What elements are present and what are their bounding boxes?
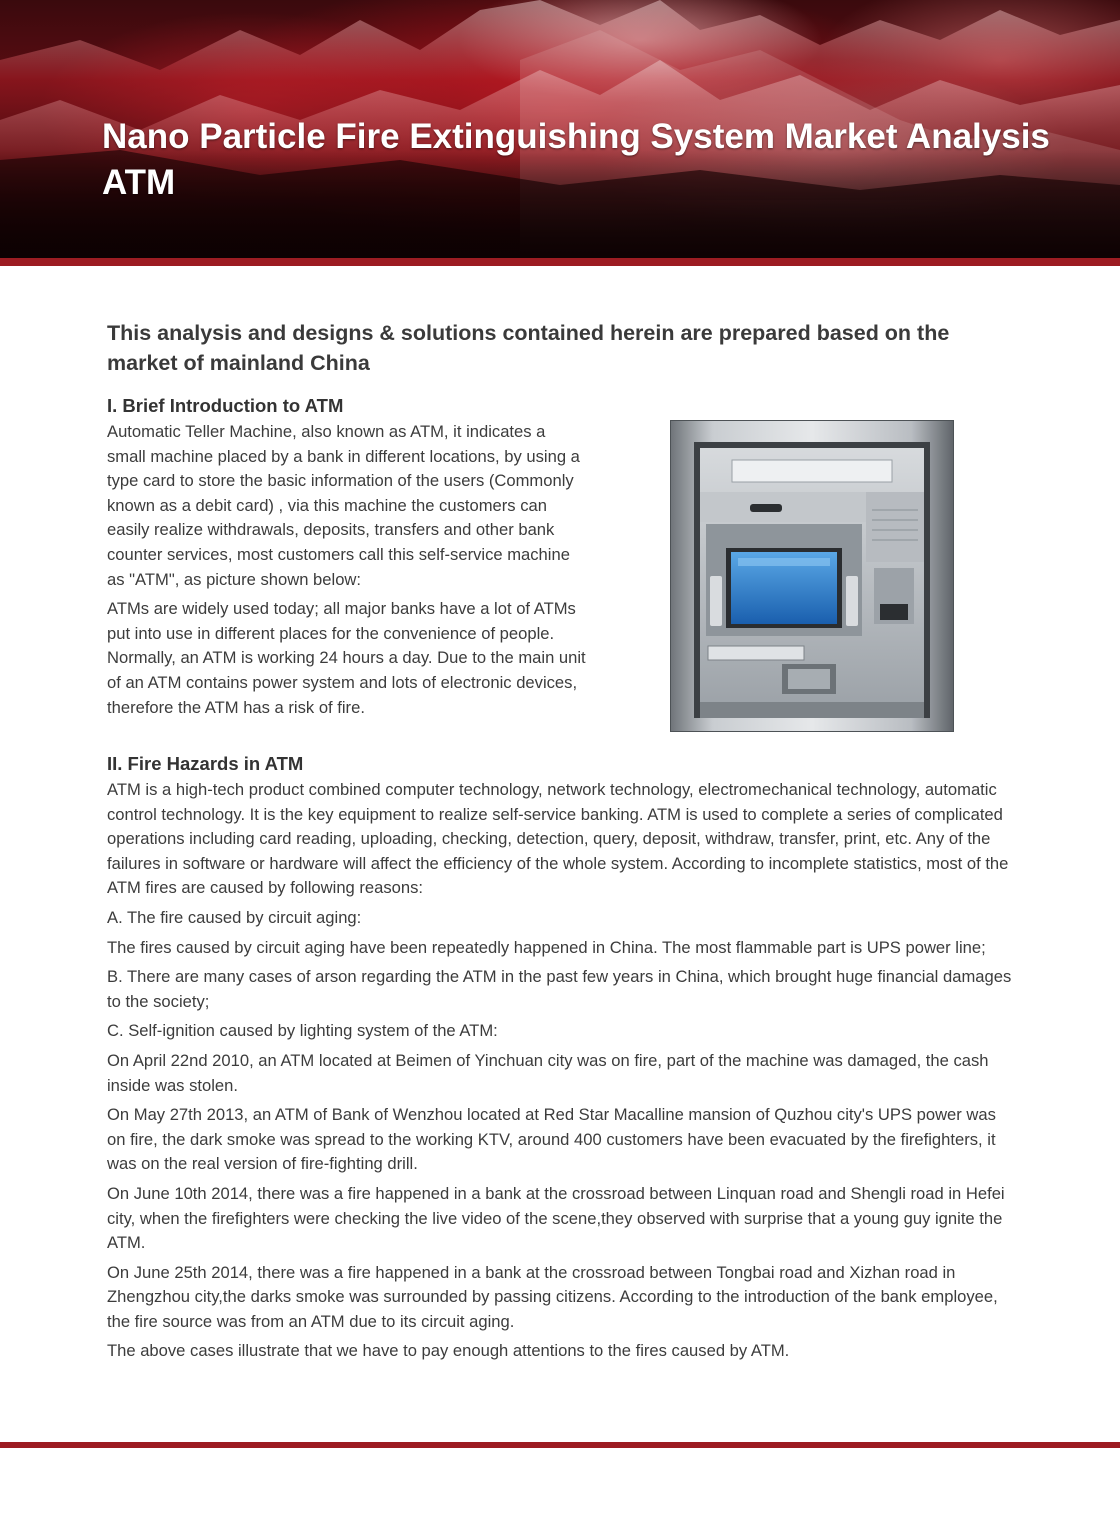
- section2-heading: II. Fire Hazards in ATM: [107, 753, 304, 774]
- section1-heading: I. Brief Introduction to ATM: [107, 395, 344, 416]
- section-fire-hazards: [107, 750, 1017, 1364]
- section2-paragraph: On June 25th 2014, there was a fire happened in a bank at the crossroad between Tongbai road and Xizhan road in Zhengzhou city,the darks smoke was surrounded by passing citizens. According to the introduction of the bank employee, the fire source was from an ATM due to its circuit aging.: [107, 1262, 998, 1331]
- section2-paragraph: On June 10th 2014, there was a fire happened in a bank at the crossroad between Linquan road and Shengli road in Hefei city, when the firefighters were checking the live video of the scene,they observed with surprise that a young guy ignite the ATM.: [107, 1183, 1005, 1253]
- header-accent-bar: [0, 258, 1120, 266]
- section2-paragraph: B. There are many cases of arson regarding the ATM in the past few years in China, which brought huge financial damages to the society;: [107, 967, 1012, 1011]
- page-title: Nano Particle Fire Extinguishing System Market Analysis ATM: [102, 117, 1050, 202]
- section2-paragraph: On April 22nd 2010, an ATM located at Beimen of Yinchuan city was on fire, part of the machine was damaged, the cash inside was stolen.: [107, 1050, 989, 1095]
- section2-paragraph: On May 27th 2013, an ATM of Bank of Wenzhou located at Red Star Macalline mansion of Quzhou city's UPS power was on fire, the dark smoke was spread to the working KTV, around 400 customers have been evacuated by the firefighters, it was on the real version of fire-fighting drill.: [107, 1105, 996, 1174]
- section2-paragraph: ATM is a high-tech product combined computer technology, network technology, electromechanical technology, automatic control technology. It is the key equipment to realize self-service banking. ATM is used to complete a series of complicated operations including card reading, uploading, checking, detection, query, deposit, withdraw, transfer, print, etc. Any of the failures in software or hardware will affect the efficiency of the whole system. According to incomplete statistics, most of the ATM fires are caused by following reasons:: [107, 780, 1009, 898]
- section2-paragraph: C. Self-ignition caused by lighting system of the ATM:: [107, 1021, 498, 1041]
- section2-paragraph: The above cases illustrate that we have to pay enough attentions to the fires caused by ATM.: [107, 1341, 790, 1361]
- section-introduction: [107, 392, 1017, 750]
- main-content: [107, 318, 1017, 1369]
- intro-heading: This analysis and designs & solutions contained herein are prepared based on the market of mainland China: [107, 321, 950, 375]
- section1-paragraph: ATMs are widely used today; all major banks have a lot of ATMs put into use in different places for the convenience of people. Normally, an ATM is working 24 hours a day. Due to the main unit of an ATM contains power system and lots of electronic devices, therefore the ATM has a risk of fire.: [107, 599, 586, 717]
- footer-accent-bar: [0, 1442, 1120, 1448]
- section1-paragraph: Automatic Teller Machine, also known as ATM, it indicates a small machine placed by a bank in different locations, by using a type card to store the basic information of the users (Commonly known as a debit card) , via this machine the customers can easily realize withdrawals, deposits, transfers and other bank counter services, most customers call this self-service machine as "ATM", as picture shown below:: [107, 422, 580, 589]
- header-banner: [0, 0, 1120, 258]
- section2-paragraph: A. The fire caused by circuit aging:: [107, 907, 362, 927]
- section2-paragraph: The fires caused by circuit aging have been repeatedly happened in China. The most flammable part is UPS power line;: [107, 937, 986, 957]
- atm-machine-image: [670, 420, 954, 732]
